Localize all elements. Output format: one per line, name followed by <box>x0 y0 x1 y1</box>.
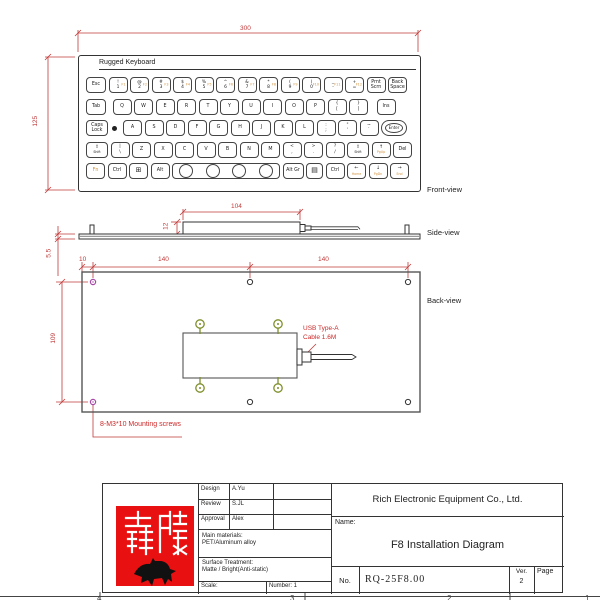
key-quote: " ' <box>338 120 357 136</box>
key-grave: ~ ` <box>360 120 379 136</box>
key-backspace: Back Space <box>388 77 407 93</box>
panel-title-underline <box>99 69 416 70</box>
zone-number: 3 <box>290 594 295 600</box>
key-p: P <box>306 99 325 115</box>
materials-line2: PET/Aluminum alloy <box>202 540 257 547</box>
key-comma: < , <box>283 142 302 158</box>
key-lctrl: Ctrl <box>108 163 127 179</box>
usb-annotation <box>303 325 339 343</box>
space-dome <box>259 164 273 178</box>
materials-cell <box>198 529 331 557</box>
key-win: ⊞ <box>129 163 148 179</box>
front-view-label: Front-view <box>427 185 463 194</box>
key-arrow-left: ← Home <box>347 163 366 179</box>
zone-number: 1 <box>585 594 590 600</box>
grid-line <box>273 484 274 529</box>
space-dome <box>206 164 220 178</box>
ver-cell <box>509 566 534 594</box>
key-5: % 5 F5 <box>195 77 214 93</box>
key-altgr: Alt Gr <box>283 163 304 179</box>
key-k: K <box>274 120 293 136</box>
key-arrow-down: ↓ PgDn <box>369 163 388 179</box>
key-b: B <box>218 142 237 158</box>
key-n: N <box>240 142 259 158</box>
key-8: * 8 F8 <box>259 77 278 93</box>
keyboard-keys <box>79 77 420 185</box>
no-label: No. <box>339 575 351 585</box>
back-view-label: Back-view <box>427 296 462 305</box>
key-minus: _ - F11 <box>324 77 343 93</box>
key-rctrl: Ctrl <box>326 163 345 179</box>
dim-back-span-left: 140 <box>158 256 169 263</box>
key-arrow-up: ↑ PgUp <box>372 142 391 158</box>
approval-label: Approval <box>201 516 225 522</box>
page-label: Page <box>537 568 554 575</box>
key-s: S <box>145 120 164 136</box>
dim-front-width: 300 <box>240 25 251 32</box>
approval-value: Alex <box>232 516 244 522</box>
key-t: T <box>199 99 218 115</box>
drawing-name: F8 Installation Diagram <box>390 539 505 552</box>
key-tab: Tab <box>86 99 106 115</box>
key-semicolon: : ; <box>317 120 336 136</box>
company-name: Rich Electronic Equipment Co., Ltd. <box>372 494 523 506</box>
name-label: Name: <box>335 519 356 526</box>
review-label: Review <box>201 501 221 507</box>
dim-back-span-right: 140 <box>318 256 329 263</box>
key-q: Q <box>113 99 132 115</box>
surface-line1: Surface Treatment: <box>202 560 254 566</box>
keyboard-row <box>86 77 420 93</box>
key-prntscrn: Prnt Scrn <box>367 77 386 93</box>
key-l: L <box>295 120 314 136</box>
keyboard-panel-title: Rugged Keyboard <box>99 59 156 66</box>
zone-number: 4 <box>97 594 102 600</box>
review-value: S.JL <box>232 501 245 507</box>
key-lshift: ⇧ Shift <box>86 142 108 158</box>
ver-value: 2 <box>519 577 524 585</box>
dim-back-column-height: 109 <box>50 332 58 344</box>
key-y: Y <box>220 99 239 115</box>
key-6: ^ 6 F6 <box>216 77 235 93</box>
key-w: W <box>134 99 153 115</box>
key-del: Del <box>393 142 412 158</box>
keyboard-row <box>86 142 420 158</box>
key-g: G <box>209 120 228 136</box>
key-enter: Enter <box>381 120 407 136</box>
side-view-label: Side-view <box>427 228 460 237</box>
usb-annotation-line2: Cable 1.6M <box>303 333 337 341</box>
key-lbracket: { [ <box>328 99 347 115</box>
key-ins: Ins <box>377 99 396 115</box>
zone-number: 2 <box>447 594 452 600</box>
company-logo <box>116 506 194 586</box>
key-z: Z <box>132 142 151 158</box>
keyboard-row <box>86 120 420 136</box>
key-1: ! 1 F1 <box>109 77 128 93</box>
key-v: V <box>197 142 216 158</box>
key-j: J <box>252 120 271 136</box>
dim-side-box-height: 12 <box>162 222 170 230</box>
key-menu: ▤ <box>306 163 323 179</box>
mounting-screws-note: 8-M3*10 Mounting screws <box>100 421 181 428</box>
materials-line1: Main materials: <box>202 533 243 539</box>
key-h: H <box>231 120 250 136</box>
grid-line <box>331 516 564 517</box>
scale-label: Scale: <box>201 583 218 589</box>
key-fn: Fn <box>86 163 105 179</box>
space-dome <box>179 164 193 178</box>
key-c: C <box>175 142 194 158</box>
number-label: Number: 1 <box>269 583 298 589</box>
key-u: U <box>242 99 261 115</box>
usb-annotation-line1: USB Type-A <box>303 325 339 332</box>
key-f: F <box>188 120 207 136</box>
key-9: ( 9 F9 <box>281 77 300 93</box>
key-4: $ 4 F4 <box>173 77 192 93</box>
front-view-keyboard-outline <box>78 55 421 192</box>
key-rshift: ⇧ Shift <box>347 142 369 158</box>
key-esc: Esc <box>86 77 106 93</box>
key-7: & 7 F7 <box>238 77 257 93</box>
space-dome <box>232 164 246 178</box>
key-r: R <box>177 99 196 115</box>
no-value: RQ-25F8.00 <box>365 574 426 585</box>
dim-front-height: 125 <box>32 115 40 127</box>
surface-cell <box>198 557 331 581</box>
key-arrow-right: → End <box>390 163 409 179</box>
design-value: A.Yu <box>232 486 245 492</box>
key-e: E <box>156 99 175 115</box>
title-block <box>102 483 563 593</box>
key-x: X <box>154 142 173 158</box>
key-rbracket: } ] <box>349 99 368 115</box>
dim-side-plate-thickness: 5.5 <box>45 248 53 258</box>
keyboard-row <box>86 163 420 179</box>
key-0: ) 0 F10 <box>302 77 321 93</box>
key-space <box>172 163 280 179</box>
keyboard-row <box>86 99 420 115</box>
dim-side-box-width: 104 <box>231 203 242 210</box>
grid-line <box>359 566 360 594</box>
ver-label: Ver. <box>515 568 528 575</box>
key-m: M <box>261 142 280 158</box>
key-2: @ 2 F2 <box>130 77 149 93</box>
dim-back-edge-offset: 10 <box>79 256 87 263</box>
design-label: Design <box>201 486 220 492</box>
capslock-indicator <box>112 126 117 131</box>
key-period: > . <box>304 142 323 158</box>
key-3: # 3 F3 <box>152 77 171 93</box>
key-i: I <box>263 99 282 115</box>
key-o: O <box>285 99 304 115</box>
key-slash: ? / <box>326 142 345 158</box>
key-a: A <box>123 120 142 136</box>
surface-line2: Matte / Bright(Anti-static) <box>202 567 269 574</box>
key-capslock: Caps Lock <box>86 120 108 136</box>
key-alt: Alt <box>151 163 170 179</box>
key-pipe: | \ <box>111 142 130 158</box>
key-equals: + = F12 <box>345 77 364 93</box>
key-d: D <box>166 120 185 136</box>
